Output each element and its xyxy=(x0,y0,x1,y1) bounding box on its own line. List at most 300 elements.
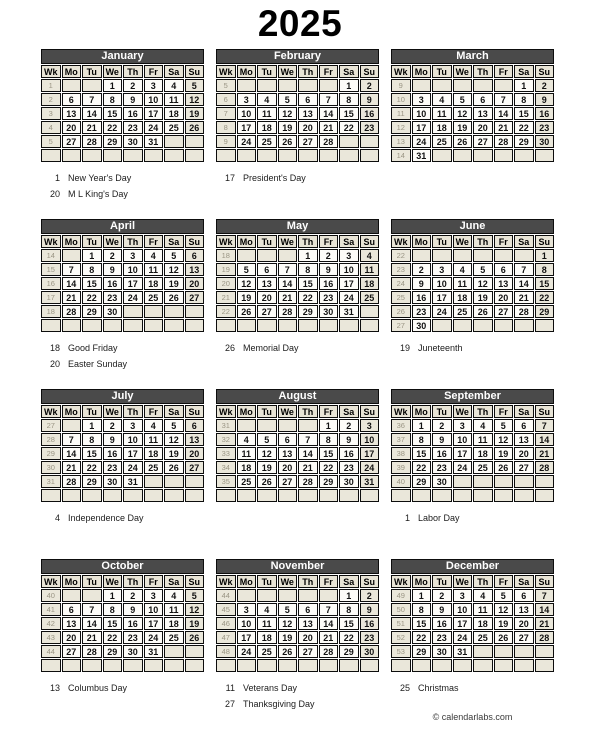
empty-cell xyxy=(62,659,82,672)
day-header: Mo xyxy=(62,65,82,78)
date-cell: 19 xyxy=(494,447,514,460)
date-cell: 19 xyxy=(278,631,298,644)
week-row xyxy=(41,277,204,290)
holiday-item xyxy=(394,510,555,526)
day-header: Tu xyxy=(82,405,102,418)
date-cell: 20 xyxy=(185,277,205,290)
date-cell: 8 xyxy=(412,603,432,616)
empty-cell xyxy=(432,319,452,332)
week-number: 28 xyxy=(41,433,61,446)
weekday-header-row xyxy=(391,405,554,418)
date-cell: 2 xyxy=(412,263,432,276)
holiday-list xyxy=(215,340,380,356)
week-row xyxy=(41,249,204,262)
date-cell: 25 xyxy=(473,461,493,474)
week-row xyxy=(216,419,379,432)
date-cell: 19 xyxy=(164,277,184,290)
date-cell: 10 xyxy=(123,433,143,446)
empty-cell xyxy=(82,149,102,162)
empty-cell xyxy=(144,305,164,318)
week-number: 40 xyxy=(391,475,411,488)
date-cell: 9 xyxy=(360,93,380,106)
date-cell: 24 xyxy=(339,291,359,304)
date-cell: 15 xyxy=(103,617,123,630)
empty-cell xyxy=(164,489,184,502)
date-cell: 13 xyxy=(514,433,534,446)
week-row xyxy=(391,249,554,262)
weekday-header-row xyxy=(391,65,554,78)
date-cell: 22 xyxy=(339,121,359,134)
month-may xyxy=(215,218,380,388)
date-cell: 9 xyxy=(412,277,432,290)
week-row xyxy=(41,489,204,502)
date-cell: 14 xyxy=(62,277,82,290)
date-cell: 30 xyxy=(360,645,380,658)
day-header: We xyxy=(278,575,298,588)
date-cell: 23 xyxy=(360,121,380,134)
day-header: Fr xyxy=(319,575,339,588)
week-number: 41 xyxy=(41,603,61,616)
empty-cell xyxy=(514,645,534,658)
month-september xyxy=(390,388,555,558)
date-cell: 6 xyxy=(473,93,493,106)
week-number xyxy=(391,489,411,502)
date-cell: 25 xyxy=(257,135,277,148)
week-number: 18 xyxy=(216,249,236,262)
date-cell: 16 xyxy=(360,107,380,120)
week-row xyxy=(41,149,204,162)
date-cell: 3 xyxy=(144,589,164,602)
empty-cell xyxy=(278,249,298,262)
day-header: Mo xyxy=(412,405,432,418)
week-row xyxy=(41,617,204,630)
day-header: Th xyxy=(123,575,143,588)
month-table xyxy=(390,388,555,503)
week-number: 29 xyxy=(41,447,61,460)
date-cell: 16 xyxy=(123,107,143,120)
date-cell: 10 xyxy=(237,107,257,120)
holiday-date: 11 xyxy=(225,683,235,693)
week-number: 27 xyxy=(391,319,411,332)
month-table xyxy=(40,388,205,503)
empty-cell xyxy=(473,475,493,488)
date-cell: 30 xyxy=(319,305,339,318)
empty-cell xyxy=(514,475,534,488)
month-january xyxy=(40,48,205,218)
date-cell: 17 xyxy=(144,107,164,120)
date-cell: 12 xyxy=(494,603,514,616)
holiday-item xyxy=(44,356,205,372)
empty-cell xyxy=(237,319,257,332)
date-cell: 21 xyxy=(319,631,339,644)
day-header: Wk xyxy=(41,235,61,248)
week-row xyxy=(41,121,204,134)
date-cell: 15 xyxy=(514,107,534,120)
day-header: Fr xyxy=(494,235,514,248)
date-cell: 15 xyxy=(319,447,339,460)
date-cell: 8 xyxy=(339,93,359,106)
day-header: Su xyxy=(535,405,555,418)
date-cell: 22 xyxy=(319,461,339,474)
date-cell: 14 xyxy=(494,107,514,120)
date-cell: 23 xyxy=(123,631,143,644)
empty-cell xyxy=(185,135,205,148)
date-cell: 29 xyxy=(412,475,432,488)
date-cell: 30 xyxy=(123,645,143,658)
week-row xyxy=(41,135,204,148)
date-cell: 12 xyxy=(164,263,184,276)
empty-cell xyxy=(514,319,534,332)
date-cell: 17 xyxy=(453,447,473,460)
date-cell: 17 xyxy=(237,631,257,644)
week-number: 1 xyxy=(41,79,61,92)
date-cell: 3 xyxy=(453,419,473,432)
date-cell: 25 xyxy=(237,475,257,488)
date-cell: 13 xyxy=(514,603,534,616)
empty-cell xyxy=(298,489,318,502)
empty-cell xyxy=(339,659,359,672)
holiday-date: 1 xyxy=(404,513,410,523)
date-cell: 29 xyxy=(339,645,359,658)
date-cell: 4 xyxy=(144,419,164,432)
date-cell: 24 xyxy=(453,461,473,474)
date-cell: 30 xyxy=(432,645,452,658)
month-april xyxy=(40,218,205,388)
date-cell: 15 xyxy=(103,107,123,120)
month-title: March xyxy=(391,49,554,64)
date-cell: 2 xyxy=(432,419,452,432)
week-number: 48 xyxy=(216,645,236,658)
week-number: 9 xyxy=(391,79,411,92)
empty-cell xyxy=(360,489,380,502)
day-header: Wk xyxy=(216,575,236,588)
date-cell: 25 xyxy=(360,291,380,304)
date-cell: 23 xyxy=(339,461,359,474)
date-cell: 20 xyxy=(257,291,277,304)
date-cell: 21 xyxy=(82,121,102,134)
holiday-date: 1 xyxy=(54,173,60,183)
date-cell: 18 xyxy=(473,447,493,460)
month-header-row xyxy=(41,559,204,574)
date-cell: 13 xyxy=(278,447,298,460)
date-cell: 6 xyxy=(185,249,205,262)
day-header: Su xyxy=(185,65,205,78)
empty-cell xyxy=(432,149,452,162)
week-number: 51 xyxy=(391,617,411,630)
holiday-date: 17 xyxy=(224,173,235,183)
week-row xyxy=(41,461,204,474)
day-header: Wk xyxy=(41,575,61,588)
date-cell: 4 xyxy=(432,93,452,106)
date-cell: 11 xyxy=(144,433,164,446)
week-row xyxy=(41,603,204,616)
date-cell: 13 xyxy=(62,107,82,120)
empty-cell xyxy=(432,659,452,672)
empty-cell xyxy=(278,419,298,432)
date-cell: 3 xyxy=(360,419,380,432)
date-cell: 18 xyxy=(257,631,277,644)
empty-cell xyxy=(103,149,123,162)
day-header: Tu xyxy=(257,575,277,588)
week-row xyxy=(391,319,554,332)
date-cell: 13 xyxy=(473,107,493,120)
week-row xyxy=(216,475,379,488)
empty-cell xyxy=(257,319,277,332)
week-row xyxy=(391,617,554,630)
date-cell: 21 xyxy=(535,447,555,460)
week-row xyxy=(216,121,379,134)
holiday-item xyxy=(394,680,555,696)
empty-cell xyxy=(339,149,359,162)
date-cell: 27 xyxy=(494,305,514,318)
empty-cell xyxy=(298,79,318,92)
week-row xyxy=(216,589,379,602)
date-cell: 24 xyxy=(237,645,257,658)
month-table xyxy=(40,48,205,163)
date-cell: 18 xyxy=(164,107,184,120)
date-cell: 7 xyxy=(62,263,82,276)
date-cell: 28 xyxy=(278,305,298,318)
date-cell: 24 xyxy=(412,135,432,148)
empty-cell xyxy=(278,489,298,502)
day-header: Fr xyxy=(319,405,339,418)
week-number: 36 xyxy=(391,419,411,432)
week-number xyxy=(41,659,61,672)
week-number: 23 xyxy=(391,263,411,276)
date-cell: 2 xyxy=(103,419,123,432)
date-cell: 1 xyxy=(412,419,432,432)
date-cell: 5 xyxy=(237,263,257,276)
date-cell: 26 xyxy=(164,291,184,304)
day-header: Mo xyxy=(412,65,432,78)
holiday-item xyxy=(219,680,380,696)
week-row xyxy=(391,461,554,474)
week-number xyxy=(391,659,411,672)
date-cell: 26 xyxy=(278,135,298,148)
holiday-item xyxy=(219,696,380,712)
holiday-date: 18 xyxy=(49,343,60,353)
date-cell: 1 xyxy=(514,79,534,92)
date-cell: 27 xyxy=(62,645,82,658)
holiday-date: 20 xyxy=(49,359,60,369)
date-cell: 1 xyxy=(535,249,555,262)
date-cell: 14 xyxy=(535,433,555,446)
month-table xyxy=(215,388,380,503)
empty-cell xyxy=(514,249,534,262)
date-cell: 15 xyxy=(339,107,359,120)
date-cell: 27 xyxy=(278,475,298,488)
date-cell: 20 xyxy=(185,447,205,460)
date-cell: 21 xyxy=(535,617,555,630)
holiday-name: Good Friday xyxy=(68,343,118,353)
date-cell: 19 xyxy=(237,291,257,304)
empty-cell xyxy=(144,475,164,488)
date-cell: 11 xyxy=(164,603,184,616)
empty-cell xyxy=(164,645,184,658)
date-cell: 9 xyxy=(123,93,143,106)
date-cell: 12 xyxy=(473,277,493,290)
month-header-row xyxy=(391,49,554,64)
week-row xyxy=(41,631,204,644)
date-cell: 18 xyxy=(237,461,257,474)
date-cell: 11 xyxy=(237,447,257,460)
date-cell: 18 xyxy=(453,291,473,304)
holiday-item xyxy=(44,170,205,186)
date-cell: 20 xyxy=(298,121,318,134)
weekday-header-row xyxy=(216,405,379,418)
week-number: 31 xyxy=(41,475,61,488)
date-cell: 20 xyxy=(278,461,298,474)
date-cell: 17 xyxy=(453,617,473,630)
day-header: We xyxy=(278,405,298,418)
date-cell: 22 xyxy=(514,121,534,134)
date-cell: 22 xyxy=(412,631,432,644)
date-cell: 16 xyxy=(103,447,123,460)
date-cell: 29 xyxy=(82,475,102,488)
date-cell: 13 xyxy=(257,277,277,290)
holiday-list xyxy=(215,170,380,186)
week-number xyxy=(216,489,236,502)
empty-cell xyxy=(185,475,205,488)
empty-cell xyxy=(412,489,432,502)
date-cell: 5 xyxy=(164,419,184,432)
date-cell: 1 xyxy=(103,589,123,602)
date-cell: 18 xyxy=(164,617,184,630)
date-cell: 27 xyxy=(62,135,82,148)
day-header: Tu xyxy=(432,405,452,418)
empty-cell xyxy=(257,419,277,432)
date-cell: 7 xyxy=(82,603,102,616)
empty-cell xyxy=(257,589,277,602)
weekday-header-row xyxy=(41,235,204,248)
month-header-row xyxy=(216,219,379,234)
date-cell: 20 xyxy=(514,617,534,630)
month-title: January xyxy=(41,49,204,64)
date-cell: 2 xyxy=(360,79,380,92)
date-cell: 15 xyxy=(535,277,555,290)
date-cell: 4 xyxy=(144,249,164,262)
day-header: Su xyxy=(535,65,555,78)
date-cell: 12 xyxy=(257,447,277,460)
date-cell: 21 xyxy=(319,121,339,134)
empty-cell xyxy=(164,475,184,488)
date-cell: 10 xyxy=(123,263,143,276)
empty-cell xyxy=(473,79,493,92)
week-row xyxy=(41,589,204,602)
date-cell: 4 xyxy=(453,263,473,276)
date-cell: 7 xyxy=(278,263,298,276)
date-cell: 2 xyxy=(319,249,339,262)
month-november xyxy=(215,558,380,728)
day-header: Mo xyxy=(237,575,257,588)
date-cell: 24 xyxy=(432,305,452,318)
date-cell: 25 xyxy=(432,135,452,148)
week-row xyxy=(391,149,554,162)
date-cell: 26 xyxy=(494,461,514,474)
empty-cell xyxy=(164,319,184,332)
empty-cell xyxy=(62,79,82,92)
date-cell: 31 xyxy=(360,475,380,488)
date-cell: 10 xyxy=(237,617,257,630)
date-cell: 18 xyxy=(144,277,164,290)
day-header: We xyxy=(453,575,473,588)
date-cell: 11 xyxy=(453,277,473,290)
week-row xyxy=(391,263,554,276)
empty-cell xyxy=(123,149,143,162)
month-july xyxy=(40,388,205,558)
week-row xyxy=(41,79,204,92)
date-cell: 26 xyxy=(185,631,205,644)
day-header: Tu xyxy=(82,65,102,78)
week-row xyxy=(41,263,204,276)
empty-cell xyxy=(257,659,277,672)
week-row xyxy=(391,277,554,290)
week-row xyxy=(391,135,554,148)
date-cell: 22 xyxy=(82,461,102,474)
date-cell: 13 xyxy=(298,107,318,120)
date-cell: 1 xyxy=(339,589,359,602)
week-number: 25 xyxy=(391,291,411,304)
day-header: Th xyxy=(473,575,493,588)
date-cell: 5 xyxy=(185,79,205,92)
empty-cell xyxy=(257,249,277,262)
date-cell: 19 xyxy=(185,617,205,630)
date-cell: 30 xyxy=(123,135,143,148)
week-number: 13 xyxy=(391,135,411,148)
date-cell: 23 xyxy=(412,305,432,318)
date-cell: 5 xyxy=(164,249,184,262)
empty-cell xyxy=(164,305,184,318)
empty-cell xyxy=(164,135,184,148)
week-number: 44 xyxy=(41,645,61,658)
date-cell: 21 xyxy=(62,291,82,304)
date-cell: 11 xyxy=(257,107,277,120)
month-february xyxy=(215,48,380,218)
day-header: Fr xyxy=(144,235,164,248)
month-header-row xyxy=(41,389,204,404)
week-number xyxy=(41,149,61,162)
week-row xyxy=(391,475,554,488)
day-header: Su xyxy=(535,235,555,248)
week-row xyxy=(216,107,379,120)
week-row xyxy=(41,93,204,106)
day-header: Su xyxy=(535,575,555,588)
date-cell: 2 xyxy=(123,79,143,92)
empty-cell xyxy=(473,249,493,262)
day-header: Tu xyxy=(432,65,452,78)
month-header-row xyxy=(391,559,554,574)
day-header: Su xyxy=(185,405,205,418)
date-cell: 4 xyxy=(473,419,493,432)
date-cell: 27 xyxy=(298,645,318,658)
date-cell: 30 xyxy=(103,305,123,318)
empty-cell xyxy=(514,659,534,672)
date-cell: 8 xyxy=(339,603,359,616)
date-cell: 12 xyxy=(164,433,184,446)
date-cell: 29 xyxy=(412,645,432,658)
week-row xyxy=(216,617,379,630)
date-cell: 27 xyxy=(514,631,534,644)
day-header: Th xyxy=(298,405,318,418)
day-header: Th xyxy=(123,65,143,78)
date-cell: 21 xyxy=(62,461,82,474)
date-cell: 18 xyxy=(432,121,452,134)
date-cell: 24 xyxy=(360,461,380,474)
date-cell: 30 xyxy=(103,475,123,488)
date-cell: 29 xyxy=(535,305,555,318)
date-cell: 28 xyxy=(319,645,339,658)
date-cell: 8 xyxy=(103,603,123,616)
